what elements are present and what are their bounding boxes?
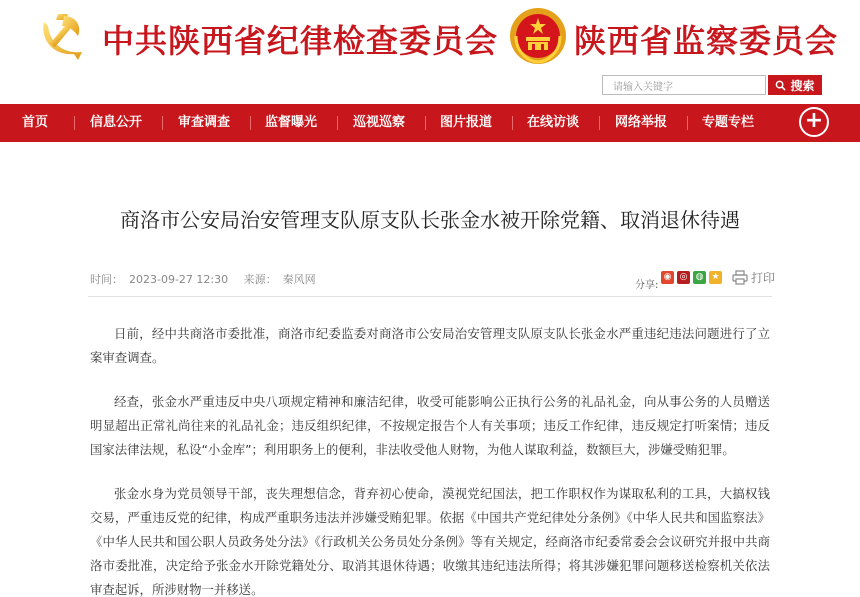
printer-icon: [732, 270, 748, 285]
nav-separator: [337, 116, 338, 130]
site-title-supervision: 陕西省监察委员会: [574, 22, 839, 60]
nav-item-inspection-tour[interactable]: 巡视巡察: [352, 115, 405, 130]
search-button-label: 搜索: [790, 78, 815, 93]
source-label: 来源：: [243, 273, 277, 286]
wechat-share-icon[interactable]: ◍: [693, 271, 706, 284]
article-source: 秦风网: [282, 273, 316, 286]
share-icons: [661, 271, 722, 284]
publish-time: 2023-09-27 12:30: [129, 273, 229, 286]
search-input[interactable]: 请输入关键字: [602, 75, 766, 95]
time-label: 时间：: [90, 273, 123, 286]
print-label: 打印: [751, 271, 776, 285]
article-paragraph: 张金水身为党员领导干部，丧失理想信念，背弃初心使命，漠视党纪国法，把工作职权作为谋取私利的工具，大搞权钱交易，严重违反党的纪律，构成严重职务违法并涉嫌受贿犯罪。依据《中国共产党纪律处分条例》《中华人民共和国监察法》《中华人民共和国公职人员政务处分法》《行政机关公务员处分条例》等有关规定，经商洛市纪委常委会会议研究并报中共商洛市委批准，决定给予张金水开除党籍处分、取消其退休待遇；收缴其违纪违法所得；将其涉嫌犯罪问题移送检察机关依法审查起诉，所涉财物一并移送。: [90, 486, 770, 597]
search-button[interactable]: [768, 75, 822, 95]
nav-item-supervision-exposure[interactable]: 监督曝光: [264, 115, 317, 130]
share-label: 分享:: [635, 280, 659, 291]
meta-divider: [88, 296, 772, 297]
nav-item-home[interactable]: 首页: [21, 115, 48, 130]
nav-separator: [74, 116, 75, 130]
nav-more-button[interactable]: +: [799, 107, 829, 137]
print-button[interactable]: [732, 269, 775, 286]
article-paragraph: 经查，张金水严重违反中央八项规定精神和廉洁纪律，收受可能影响公正执行公务的礼品礼金，向从事公务的人员赠送明显超出正常礼尚往来的礼品礼金；违反组织纪律，不按规定报告个人有关事项；违反工作纪律，违反规定打听案情；违反国家法律法规，私设“小金库”；利用职务上的便利，非法收受他人财物，为他人谋取利益，数额巨大，涉嫌受贿犯罪。: [90, 394, 770, 457]
article-meta: [90, 271, 322, 287]
nav-item-info-public[interactable]: 信息公开: [89, 115, 142, 130]
site-title-ccdi: 中共陕西省纪律检查委员会: [102, 22, 499, 60]
nav-item-online-report[interactable]: 网络举报: [614, 115, 667, 130]
nav-item-review-investigation[interactable]: 审查调查: [177, 115, 230, 130]
nav-separator: [599, 116, 600, 130]
weibo-share-icon[interactable]: ◉: [661, 271, 674, 284]
national-emblem-icon: [508, 6, 568, 66]
qzone-share-icon[interactable]: ★: [709, 271, 722, 284]
article-paragraph: 日前，经中共商洛市委批准，商洛市纪委监委对商洛市公安局治安管理支队原支队长张金水严重违纪违法问题进行了立案审查调查。: [90, 326, 770, 365]
site-header: [0, 0, 860, 72]
nav-item-special-topics[interactable]: 专题专栏: [701, 115, 754, 130]
nav-separator: [425, 116, 426, 130]
main-nav: [0, 104, 860, 142]
nav-separator: [512, 116, 513, 130]
nav-item-online-interview[interactable]: 在线访谈: [526, 115, 579, 130]
article-title: 商洛市公安局治安管理支队原支队长张金水被开除党籍、取消退休待遇: [120, 208, 740, 232]
party-emblem-icon: [34, 8, 90, 64]
nav-separator: [250, 116, 251, 130]
nav-separator: [162, 116, 163, 130]
nav-item-photo-report[interactable]: 图片报道: [439, 115, 492, 130]
search-icon: [775, 80, 786, 91]
nav-separator: [687, 116, 688, 130]
tencent-share-icon[interactable]: ◎: [677, 271, 690, 284]
